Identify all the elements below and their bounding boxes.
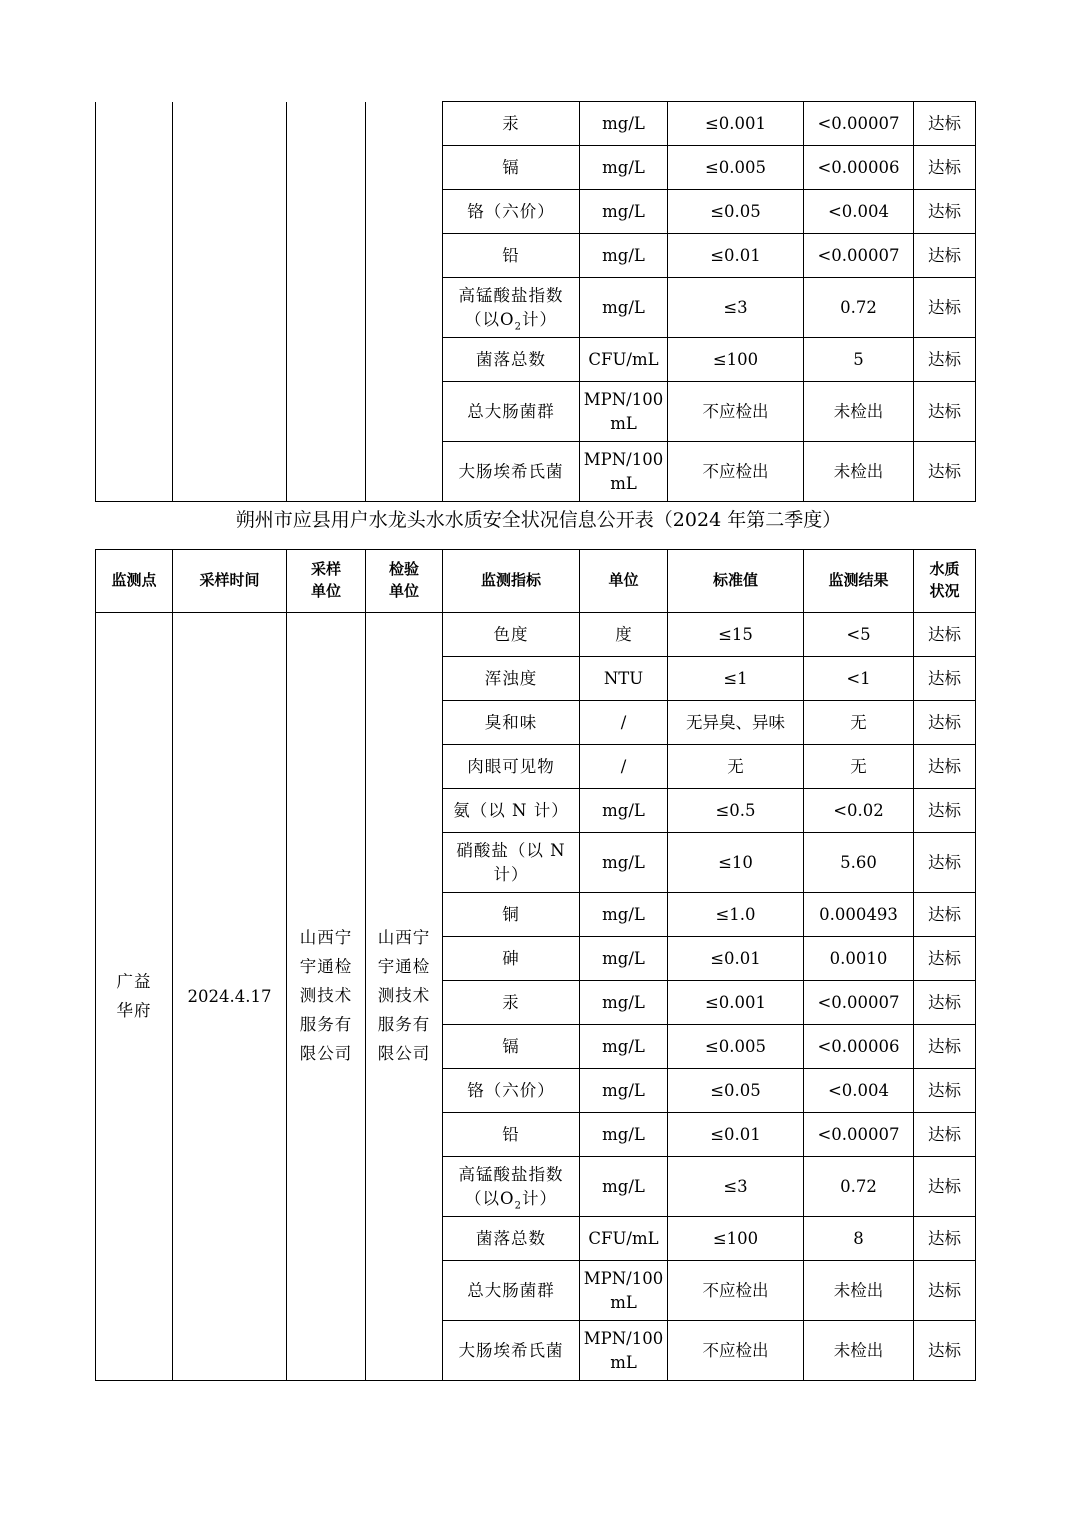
result-cell: 未检出 <box>804 442 914 502</box>
status-cell: 达标 <box>914 234 976 278</box>
continuation-table <box>95 101 976 502</box>
unit-cell <box>580 382 668 442</box>
status-cell: 达标 <box>914 1261 976 1321</box>
status-cell: 达标 <box>914 442 976 502</box>
indicator-cell <box>443 937 580 981</box>
indicator-cell <box>443 1217 580 1261</box>
indicator-name: 高锰酸盐指数 <box>458 1164 564 1184</box>
result-cell: 5 <box>804 338 914 382</box>
continuation-empty-cell <box>96 102 173 502</box>
unit-value: mg/L <box>602 297 645 317</box>
continuation-empty-cell <box>366 102 443 502</box>
result-cell: <0.00006 <box>804 146 914 190</box>
standard-cell: ≤1 <box>668 657 804 701</box>
indicator-name: 大肠埃希氏菌 <box>458 1340 564 1360</box>
result-cell: 0.0010 <box>804 937 914 981</box>
indicator-name: 菌落总数 <box>476 1228 546 1248</box>
indicator-cell <box>443 981 580 1025</box>
sampling-unit-line: 测技术 <box>299 986 353 1006</box>
standard-cell: ≤0.5 <box>668 789 804 833</box>
unit-value: CFU/mL <box>588 349 659 369</box>
status-cell: 达标 <box>914 102 976 146</box>
unit-value: mg/L <box>602 201 645 221</box>
unit-value: MPN/100 <box>583 1328 664 1348</box>
table-row <box>96 102 976 146</box>
result-cell: 无 <box>804 745 914 789</box>
status-cell: 达标 <box>914 1113 976 1157</box>
indicator-name: 高锰酸盐指数 <box>458 285 564 305</box>
header-sampling-unit: 采样 单位 <box>287 550 366 613</box>
status-cell: 达标 <box>914 893 976 937</box>
standard-cell: ≤3 <box>668 1157 804 1217</box>
indicator-cell <box>443 190 580 234</box>
continuation-empty-cell <box>287 102 366 502</box>
indicator-name: 色度 <box>493 624 529 644</box>
indicator-cell <box>443 613 580 657</box>
result-cell: 0.72 <box>804 278 914 338</box>
indicator-subscript: 2 <box>514 1199 522 1211</box>
standard-cell: ≤0.001 <box>668 981 804 1025</box>
header-status: 水质 状况 <box>914 550 976 613</box>
status-cell: 达标 <box>914 1025 976 1069</box>
table-row <box>96 613 976 657</box>
indicator-name: 铅 <box>502 1124 520 1144</box>
indicator-note-end: 计） <box>521 309 557 329</box>
indicator-name: 镉 <box>502 1036 520 1056</box>
indicator-cell <box>443 442 580 502</box>
indicator-cell <box>443 338 580 382</box>
indicator-cell <box>443 1113 580 1157</box>
unit-value: / <box>620 756 627 776</box>
unit-value-line2: mL <box>610 1292 637 1312</box>
standard-cell: 不应检出 <box>668 442 804 502</box>
result-cell: 0.000493 <box>804 893 914 937</box>
result-cell: 0.72 <box>804 1157 914 1217</box>
unit-cell <box>580 338 668 382</box>
standard-cell: ≤15 <box>668 613 804 657</box>
indicator-cell <box>443 278 580 338</box>
standard-cell: ≤0.01 <box>668 234 804 278</box>
unit-value: mg/L <box>602 245 645 265</box>
indicator-cell <box>443 1157 580 1217</box>
status-cell: 达标 <box>914 789 976 833</box>
indicator-name: 铅 <box>502 245 520 265</box>
unit-value: mg/L <box>602 113 645 133</box>
water-quality-table-body <box>96 613 976 1381</box>
unit-value: mg/L <box>602 1176 645 1196</box>
unit-cell <box>580 981 668 1025</box>
standard-cell: ≤100 <box>668 1217 804 1261</box>
status-cell: 达标 <box>914 701 976 745</box>
status-cell: 达标 <box>914 1217 976 1261</box>
standard-cell: 不应检出 <box>668 1321 804 1381</box>
indicator-note: （以O <box>465 309 515 329</box>
indicator-cell <box>443 1025 580 1069</box>
unit-value-line2: mL <box>610 413 637 433</box>
indicator-name-line2: 计） <box>493 864 529 884</box>
result-cell: 未检出 <box>804 1261 914 1321</box>
indicator-cell <box>443 1321 580 1381</box>
unit-value: CFU/mL <box>588 1228 659 1248</box>
indicator-cell <box>443 789 580 833</box>
header-result: 监测结果 <box>804 550 914 613</box>
continuation-table-body <box>96 102 976 502</box>
testing-unit-line: 山西宁 <box>377 928 431 948</box>
sampling-unit-cell <box>287 613 366 1381</box>
unit-value: 度 <box>615 624 632 644</box>
testing-unit-line: 测技术 <box>377 986 431 1006</box>
continuation-empty-cell <box>173 102 287 502</box>
unit-cell <box>580 893 668 937</box>
unit-cell <box>580 1113 668 1157</box>
table-header-row <box>96 550 976 613</box>
standard-cell: ≤0.005 <box>668 146 804 190</box>
unit-cell <box>580 1069 668 1113</box>
sampling-unit-line: 宇通检 <box>299 957 353 977</box>
unit-value-line2: mL <box>610 1352 637 1372</box>
standard-cell: ≤100 <box>668 338 804 382</box>
indicator-name: 总大肠菌群 <box>467 1280 555 1300</box>
status-cell: 达标 <box>914 382 976 442</box>
status-cell: 达标 <box>914 338 976 382</box>
unit-cell <box>580 1261 668 1321</box>
unit-value: mg/L <box>602 800 645 820</box>
status-cell: 达标 <box>914 613 976 657</box>
unit-cell <box>580 1217 668 1261</box>
water-quality-table <box>95 549 976 1381</box>
result-cell: <0.00007 <box>804 234 914 278</box>
indicator-cell <box>443 701 580 745</box>
site-name-line1: 广益 <box>116 971 152 991</box>
header-unit: 单位 <box>580 550 668 613</box>
unit-cell <box>580 278 668 338</box>
standard-cell: 不应检出 <box>668 382 804 442</box>
indicator-note: （以O <box>465 1188 515 1208</box>
result-cell: <0.00007 <box>804 981 914 1025</box>
result-cell: <0.00007 <box>804 1113 914 1157</box>
unit-cell <box>580 937 668 981</box>
unit-cell <box>580 701 668 745</box>
indicator-name: 镉 <box>502 157 520 177</box>
indicator-name: 菌落总数 <box>476 349 546 369</box>
unit-value: MPN/100 <box>583 1268 664 1288</box>
unit-cell <box>580 102 668 146</box>
indicator-name: 肉眼可见物 <box>467 756 555 776</box>
status-cell: 达标 <box>914 981 976 1025</box>
indicator-cell <box>443 146 580 190</box>
table-title: 朔州市应县用户水龙头水水质安全状况信息公开表（2024 年第二季度） <box>235 509 842 531</box>
indicator-name: 汞 <box>502 992 520 1012</box>
standard-cell: ≤0.01 <box>668 937 804 981</box>
header-time: 采样时间 <box>173 550 287 613</box>
unit-cell <box>580 1157 668 1217</box>
indicator-name: 浑浊度 <box>484 668 538 688</box>
indicator-subscript: 2 <box>514 320 522 332</box>
unit-cell <box>580 190 668 234</box>
unit-value: mg/L <box>602 992 645 1012</box>
site-name-line2: 华府 <box>116 1000 152 1020</box>
testing-unit-cell <box>366 613 443 1381</box>
testing-unit-line: 服务有 <box>377 1014 431 1034</box>
indicator-name: 臭和味 <box>484 712 538 732</box>
result-cell: 未检出 <box>804 1321 914 1381</box>
status-cell: 达标 <box>914 937 976 981</box>
unit-value: mg/L <box>602 1124 645 1144</box>
indicator-name: 氨（以 N 计） <box>453 800 569 820</box>
indicator-name: 总大肠菌群 <box>467 401 555 421</box>
indicator-cell <box>443 1261 580 1321</box>
result-cell: 5.60 <box>804 833 914 893</box>
status-cell: 达标 <box>914 1157 976 1217</box>
standard-cell: 无 <box>668 745 804 789</box>
header-site: 监测点 <box>96 550 173 613</box>
indicator-name: 砷 <box>502 948 520 968</box>
indicator-cell <box>443 833 580 893</box>
indicator-name: 硝酸盐（以 N <box>456 840 566 860</box>
unit-value: mg/L <box>602 157 645 177</box>
unit-cell <box>580 657 668 701</box>
site-cell <box>96 613 173 1381</box>
result-cell: <0.00007 <box>804 102 914 146</box>
unit-value: mg/L <box>602 1036 645 1056</box>
result-cell: 8 <box>804 1217 914 1261</box>
sampling-time-cell: 2024.4.17 <box>173 613 287 1381</box>
status-cell: 达标 <box>914 146 976 190</box>
indicator-name: 汞 <box>502 113 520 133</box>
sampling-unit-line: 限公司 <box>299 1043 353 1063</box>
status-cell: 达标 <box>914 190 976 234</box>
indicator-cell <box>443 1069 580 1113</box>
indicator-cell <box>443 745 580 789</box>
unit-value: / <box>620 712 627 732</box>
standard-cell: ≤0.01 <box>668 1113 804 1157</box>
indicator-name: 铜 <box>502 904 520 924</box>
header-indicator: 监测指标 <box>443 550 580 613</box>
unit-value: MPN/100 <box>583 389 664 409</box>
unit-cell <box>580 833 668 893</box>
header-testing-unit: 检验 单位 <box>366 550 443 613</box>
result-cell: <0.02 <box>804 789 914 833</box>
standard-cell: ≤0.005 <box>668 1025 804 1069</box>
unit-cell <box>580 234 668 278</box>
indicator-note-end: 计） <box>521 1188 557 1208</box>
unit-value: NTU <box>603 668 644 688</box>
standard-cell: ≤10 <box>668 833 804 893</box>
unit-cell <box>580 789 668 833</box>
unit-value: mg/L <box>602 1080 645 1100</box>
unit-cell <box>580 745 668 789</box>
unit-value-line2: mL <box>610 473 637 493</box>
status-cell: 达标 <box>914 657 976 701</box>
standard-cell: 无异臭、异味 <box>668 701 804 745</box>
unit-cell <box>580 146 668 190</box>
standard-cell: ≤0.05 <box>668 1069 804 1113</box>
indicator-cell <box>443 102 580 146</box>
unit-cell <box>580 613 668 657</box>
indicator-cell <box>443 893 580 937</box>
result-cell: 未检出 <box>804 382 914 442</box>
status-cell: 达标 <box>914 1321 976 1381</box>
standard-cell: ≤0.05 <box>668 190 804 234</box>
standard-cell: ≤3 <box>668 278 804 338</box>
result-cell: <1 <box>804 657 914 701</box>
sampling-unit-line: 服务有 <box>299 1014 353 1034</box>
standard-cell: ≤0.001 <box>668 102 804 146</box>
result-cell: <5 <box>804 613 914 657</box>
indicator-name: 铬（六价） <box>467 201 555 221</box>
indicator-cell <box>443 657 580 701</box>
unit-value: MPN/100 <box>583 449 664 469</box>
testing-unit-line: 限公司 <box>377 1043 431 1063</box>
indicator-cell <box>443 382 580 442</box>
indicator-name: 大肠埃希氏菌 <box>458 461 564 481</box>
status-cell: 达标 <box>914 745 976 789</box>
header-standard: 标准值 <box>668 550 804 613</box>
unit-cell <box>580 442 668 502</box>
status-cell: 达标 <box>914 1069 976 1113</box>
result-cell: <0.004 <box>804 190 914 234</box>
result-cell: <0.00006 <box>804 1025 914 1069</box>
unit-value: mg/L <box>602 904 645 924</box>
status-cell: 达标 <box>914 278 976 338</box>
status-cell: 达标 <box>914 833 976 893</box>
result-cell: 无 <box>804 701 914 745</box>
unit-cell <box>580 1025 668 1069</box>
standard-cell: 不应检出 <box>668 1261 804 1321</box>
unit-cell <box>580 1321 668 1381</box>
indicator-name: 铬（六价） <box>467 1080 555 1100</box>
unit-value: mg/L <box>602 948 645 968</box>
result-cell: <0.004 <box>804 1069 914 1113</box>
indicator-cell <box>443 234 580 278</box>
standard-cell: ≤1.0 <box>668 893 804 937</box>
sampling-unit-line: 山西宁 <box>299 928 353 948</box>
unit-value: mg/L <box>602 852 645 872</box>
testing-unit-line: 宇通检 <box>377 957 431 977</box>
